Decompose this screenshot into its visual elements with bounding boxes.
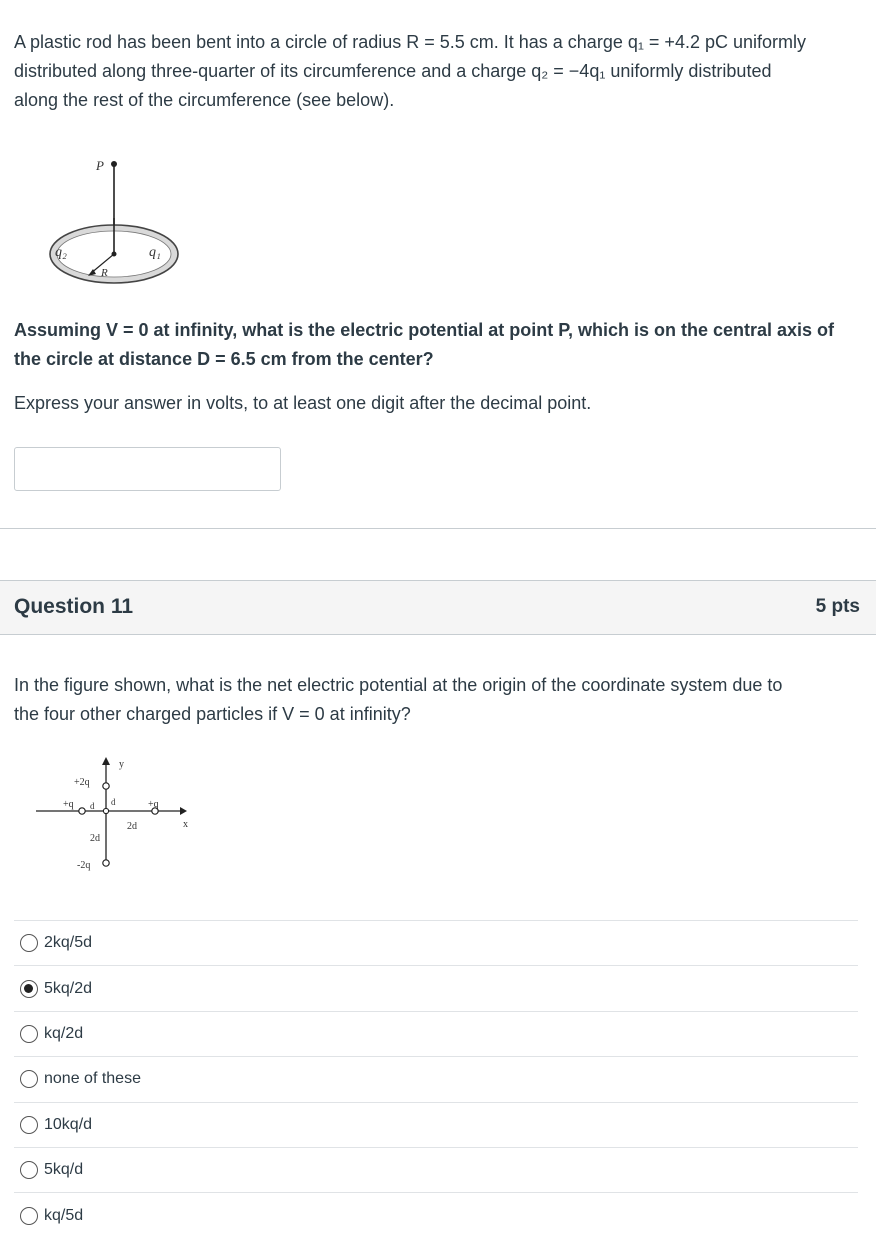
answer-option-label: 2kq/5d xyxy=(44,934,93,952)
answer-option-label: none of these xyxy=(44,1070,141,1088)
answer-options xyxy=(14,920,858,1238)
origin-marker xyxy=(103,808,108,813)
x-axis-arrow xyxy=(180,807,187,815)
question-10-intro-line-2: distributed along three-quarter of its circumference and a charge q₂ = −4q₁ uniformly distributed xyxy=(14,61,772,81)
radio-button[interactable] xyxy=(20,1070,38,1088)
answer-option-label: 10kq/d xyxy=(44,1115,93,1133)
question-10-intro-line-1: A plastic rod has been bent into a circle of radius R = 5.5 cm. It has a charge q₁ = +4.2 pC uniformly xyxy=(14,32,806,52)
question-11-header xyxy=(0,580,876,635)
radio-button[interactable] xyxy=(20,1116,38,1134)
point-p-dot xyxy=(111,161,117,167)
charge-minus-2q xyxy=(103,860,109,866)
label-x: x xyxy=(183,819,188,830)
label-y: y xyxy=(119,759,124,770)
label-plus-2q: +2q xyxy=(74,777,90,788)
question-11-prompt-line-2: the four other charged particles if V = 0 at infinity? xyxy=(14,704,411,724)
label-plus-q-right: +q xyxy=(148,799,159,810)
charge-plus-2q xyxy=(103,783,109,789)
question-10-prompt-line-1: Assuming V = 0 at infinity, what is the electric potential at point P, which is on the central axis of xyxy=(14,320,835,340)
label-minus-2q: -2q xyxy=(77,860,91,871)
answer-option[interactable] xyxy=(14,965,858,1010)
y-axis-arrow xyxy=(102,757,110,765)
question-10-instruction: Express your answer in volts, to at least one digit after the decimal point. xyxy=(14,393,592,413)
answer-option[interactable] xyxy=(14,1192,858,1237)
question-11-prompt xyxy=(14,671,864,729)
label-plus-q-left: +q xyxy=(63,799,74,810)
answer-option[interactable] xyxy=(14,920,858,965)
answer-option[interactable] xyxy=(14,1147,858,1192)
radio-button[interactable] xyxy=(20,934,38,952)
answer-option-label: 5kq/2d xyxy=(44,979,93,997)
answer-option-label: 5kq/d xyxy=(44,1161,84,1179)
ring-figure xyxy=(40,150,220,290)
radio-button[interactable] xyxy=(20,1025,38,1043)
label-d-top: d xyxy=(111,797,116,807)
answer-option-label: kq/5d xyxy=(44,1206,84,1224)
question-title: Question 11 xyxy=(14,595,134,618)
radio-button[interactable] xyxy=(20,1207,38,1225)
answer-option[interactable] xyxy=(14,1102,858,1147)
section-divider xyxy=(0,528,876,529)
answer-option[interactable] xyxy=(14,1011,858,1056)
label-r: R xyxy=(101,267,108,279)
question-10 xyxy=(14,28,864,115)
question-points: 5 pts xyxy=(815,596,860,617)
radio-button[interactable] xyxy=(20,1161,38,1179)
label-q2: q₂ xyxy=(55,245,67,260)
question-10-intro-line-3: along the rest of the circumference (see below). xyxy=(14,90,395,110)
question-10-instruction-wrap xyxy=(14,389,864,418)
charges-figure xyxy=(30,755,220,880)
charge-plus-q-left xyxy=(79,808,85,814)
label-2d-bottom: 2d xyxy=(90,833,100,844)
question-10-prompt-line-2: the circle at distance D = 6.5 cm from the center? xyxy=(14,349,434,369)
label-2d-right: 2d xyxy=(127,821,137,832)
radio-button-selected[interactable] xyxy=(20,980,38,998)
answer-option-label: kq/2d xyxy=(44,1024,84,1042)
label-q1: q₁ xyxy=(149,245,161,260)
answer-input[interactable] xyxy=(14,447,281,491)
question-11-prompt-line-1: In the figure shown, what is the net electric potential at the origin of the coordinate system due to xyxy=(14,675,783,695)
answer-option[interactable] xyxy=(14,1056,858,1101)
label-p: P xyxy=(96,158,104,173)
question-10-prompt xyxy=(14,316,864,374)
label-d-left: d xyxy=(90,801,95,811)
